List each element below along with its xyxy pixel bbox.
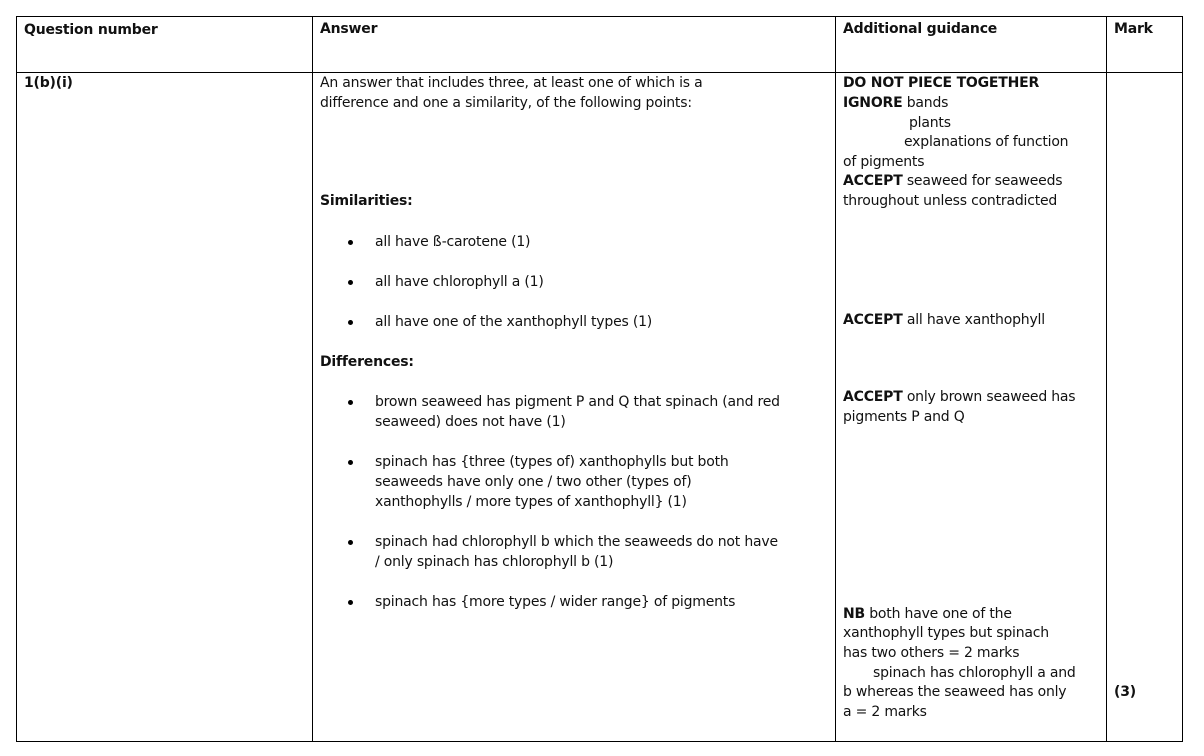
header-additional-guidance: Additional guidance bbox=[843, 21, 998, 37]
similarity-point: all have ß-carotene (1) bbox=[375, 234, 531, 250]
difference-point: brown seaweed has pigment P and Q that spinach (and red bbox=[375, 394, 780, 410]
table-border-right bbox=[1182, 16, 1183, 742]
guidance-line: ACCEPT only brown seaweed has bbox=[843, 389, 1076, 405]
similarity-point: all have one of the xanthophyll types (1) bbox=[375, 314, 653, 330]
table-border-left bbox=[16, 16, 17, 742]
column-divider bbox=[312, 16, 313, 742]
similarity-point: all have chlorophyll a (1) bbox=[375, 274, 544, 290]
difference-point: spinach had chlorophyll b which the seaweeds do not have bbox=[375, 534, 778, 550]
bullet-icon bbox=[348, 240, 353, 245]
header-question-number: Question number bbox=[24, 22, 158, 38]
guidance-line: spinach has chlorophyll a and bbox=[873, 665, 1076, 681]
guidance-line: a = 2 marks bbox=[843, 704, 927, 720]
guidance-line: DO NOT PIECE TOGETHER bbox=[843, 75, 1040, 91]
header-answer: Answer bbox=[320, 21, 378, 37]
guidance-line: IGNORE bands bbox=[843, 95, 949, 111]
guidance-line: has two others = 2 marks bbox=[843, 645, 1020, 661]
table-border-bottom bbox=[16, 741, 1183, 742]
column-divider bbox=[1106, 16, 1107, 742]
difference-point: xanthophylls / more types of xanthophyll} (1) bbox=[375, 494, 687, 510]
difference-point: seaweed) does not have (1) bbox=[375, 414, 566, 430]
guidance-line: NB both have one of the bbox=[843, 606, 1012, 622]
difference-point: / only spinach has chlorophyll b (1) bbox=[375, 554, 614, 570]
bullet-icon bbox=[348, 600, 353, 605]
mark-value: (3) bbox=[1114, 684, 1136, 700]
difference-point: spinach has {three (types of) xanthophylls but both bbox=[375, 454, 729, 470]
difference-point: seaweeds have only one / two other (types of) bbox=[375, 474, 692, 490]
guidance-line: of pigments bbox=[843, 154, 925, 170]
guidance-line: throughout unless contradicted bbox=[843, 193, 1058, 209]
guidance-line: b whereas the seaweed has only bbox=[843, 684, 1067, 700]
bullet-icon bbox=[348, 280, 353, 285]
guidance-line: ACCEPT all have xanthophyll bbox=[843, 312, 1045, 328]
header-mark: Mark bbox=[1114, 21, 1153, 37]
bullet-icon bbox=[348, 320, 353, 325]
guidance-line: ACCEPT seaweed for seaweeds bbox=[843, 173, 1063, 189]
difference-point: spinach has {more types / wider range} of pigments bbox=[375, 594, 736, 610]
table-border-top bbox=[16, 16, 1183, 17]
answer-intro: difference and one a similarity, of the following points: bbox=[320, 95, 692, 111]
bullet-icon bbox=[348, 400, 353, 405]
guidance-line: plants bbox=[909, 115, 951, 131]
bullet-icon bbox=[348, 460, 353, 465]
question-number: 1(b)(i) bbox=[24, 75, 73, 91]
differences-heading: Differences: bbox=[320, 354, 414, 370]
guidance-line: explanations of function bbox=[904, 134, 1069, 150]
guidance-line: xanthophyll types but spinach bbox=[843, 625, 1049, 641]
bullet-icon bbox=[348, 540, 353, 545]
similarities-heading: Similarities: bbox=[320, 193, 413, 209]
column-divider bbox=[835, 16, 836, 742]
guidance-line: pigments P and Q bbox=[843, 409, 965, 425]
answer-intro: An answer that includes three, at least one of which is a bbox=[320, 75, 703, 91]
